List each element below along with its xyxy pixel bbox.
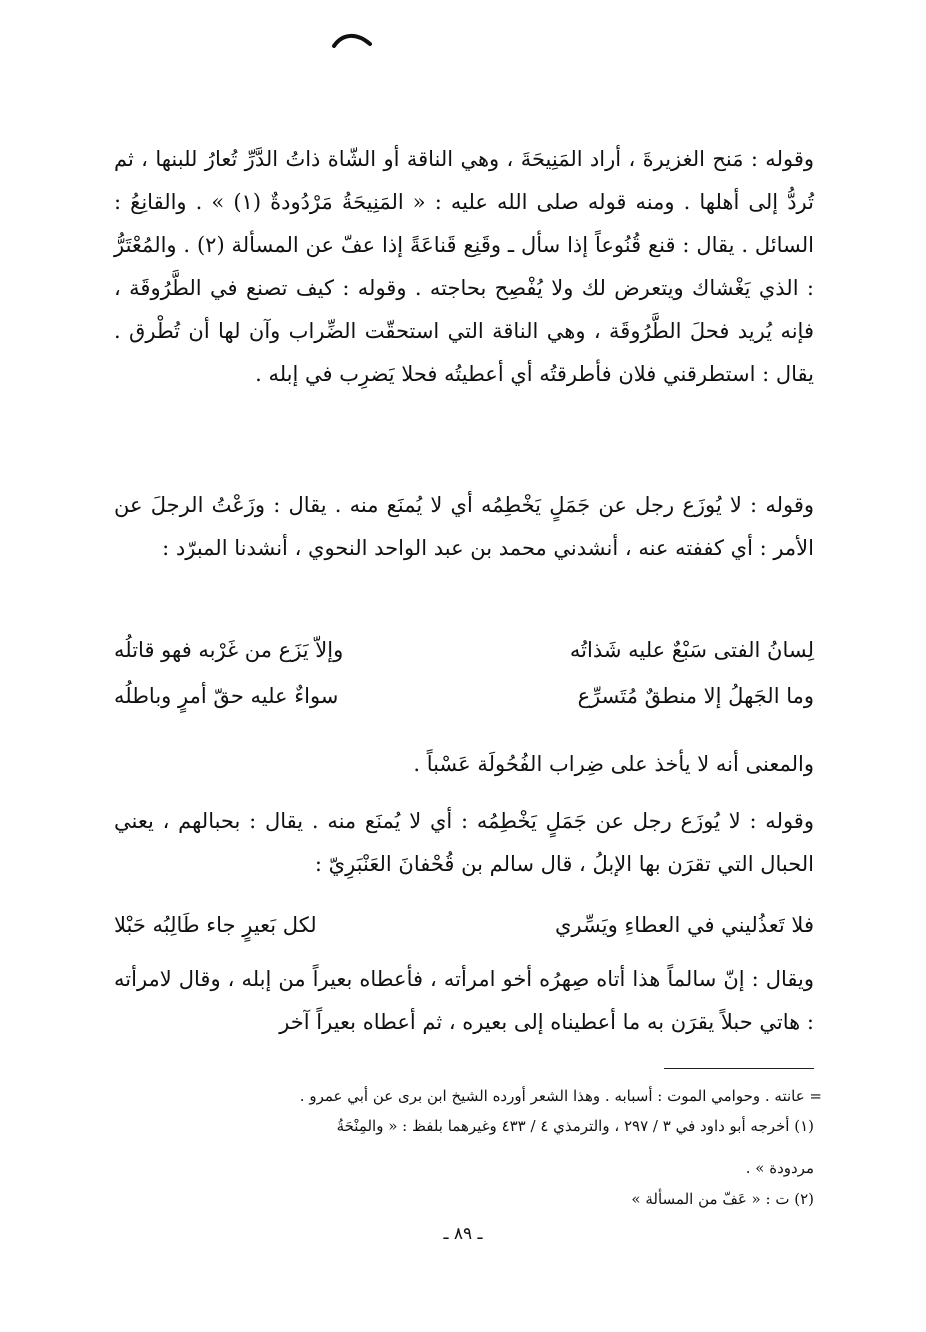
verse-3-first-half: لكل بَعيرٍ جاء طَالِبُه حَبْلا: [114, 913, 317, 937]
footnote-divider: [664, 1068, 814, 1069]
header-mark-icon: [330, 30, 374, 52]
paragraph-5-text: ويقال : إنّ سالماً هذا أتاه صِهرُه أخو امرأته ، فأعطاه بعيراً من إبله ، وقال لامرأته : هاتي حبلاً يقرَن به ما أعطيناه إلى بعيره ، ثم أعطاه بعيراً آخر: [114, 967, 814, 1034]
paragraph-5: [114, 958, 814, 1044]
verse-3-second-half: فلا تَعذُليني في العطاءِ ويَسِّري: [555, 913, 814, 937]
paragraph-3: [114, 743, 814, 786]
verse-1-first-half: لِسانُ الفتى سَبْعٌ عليه شَذاتُه: [569, 638, 814, 662]
footnote-continuation: = عانته . وحوامي الموت : أسبابه . وهذا الشعر أورده الشيخ ابن برى عن أبي عمرو .: [299, 1087, 822, 1105]
footnote-1: (١) أخرجه أبو داود في ٣ / ٢٩٧ ، والترمذي ٤ / ٤٣٣ وغيرهما بلفظ : « والمِنْحَةُ: [336, 1117, 814, 1135]
paragraph-1-text: وقوله : مَنح الغزيرةَ ، أراد المَنِيحَةَ ، وهي الناقة أو الشّاة ذاتُ الدَّرِّ تُعارُ للبنها ، ثم تُردُّ إلى أهلها . ومنه قوله صلى الله عليه : « المَنِيحَةُ مَرْدُودةٌ (١) » . والقانِعُ : السائل . يقال : قنع قُنُوعاً إذا سأل ـ وقَنِع قَناعَةً إذا عفّ عن المسألة (٢) . والمُعْتَرُّ : الذي يَغْشاك ويتعرض لك ولا يُفْصِح بحاجته . وقوله : كيف تصنع في الطَّرُوقَة ، فإنه يُريد فحلَ الطَّرُوقَة ، وهي الناقة التي استحقّت الضِّراب وآن لها أن تُطْرق . يقال : استطرقني فلان فأطرقتُه أي أعطيتُه فحلا يَضرِب في إبله .: [114, 147, 814, 386]
paragraph-2: [114, 484, 814, 570]
paragraph-3-text: والمعنى أنه لا يأخذ على ضِراب الفُحُولَة عَسْباً .: [413, 752, 814, 776]
verse-line-2: [114, 674, 814, 718]
verse-line-3: [114, 903, 814, 947]
verse-2-first-half: وما الجَهلُ إلا منطقٌ مُتَسرِّع: [577, 684, 814, 708]
paragraph-2-text: وقوله : لا يُوزَع رجل عن جَمَلٍ يَخْطِمُه أي لا يُمنَع منه . يقال : وزَعْتُ الرجلَ عن الأمر : أي كففته عنه ، أنشدني محمد بن عبد الواحد النحوي ، أنشدنا المبرّد :: [114, 493, 815, 560]
verse-2-second-half: سواءٌ عليه حقّ أمرٍ وباطلُه: [114, 684, 339, 708]
page-number: ـ ٨٩ ـ: [443, 1224, 483, 1244]
paragraph-1: [114, 138, 814, 396]
paragraph-4-text: وقوله : لا يُوزَع رجل عن جَمَلٍ يَخْطِمُه : أي لا يُمنَع منه . يقال : بحبالهم ، يعني الحبال التي تقرَن بها الإبلُ ، قال سالم بن قُحْفانَ العَنْبَرِيّ :: [114, 809, 814, 876]
verse-line-1: [114, 628, 814, 672]
footnote-1-continuation: مردودة » .: [745, 1159, 814, 1177]
paragraph-4: [114, 800, 814, 886]
verse-1-second-half: وإلاّ يَزَع من غَرْبه فهو قاتلُه: [114, 638, 344, 662]
footnote-2: (٢) ت : « عَفّ من المسألة »: [631, 1190, 814, 1208]
